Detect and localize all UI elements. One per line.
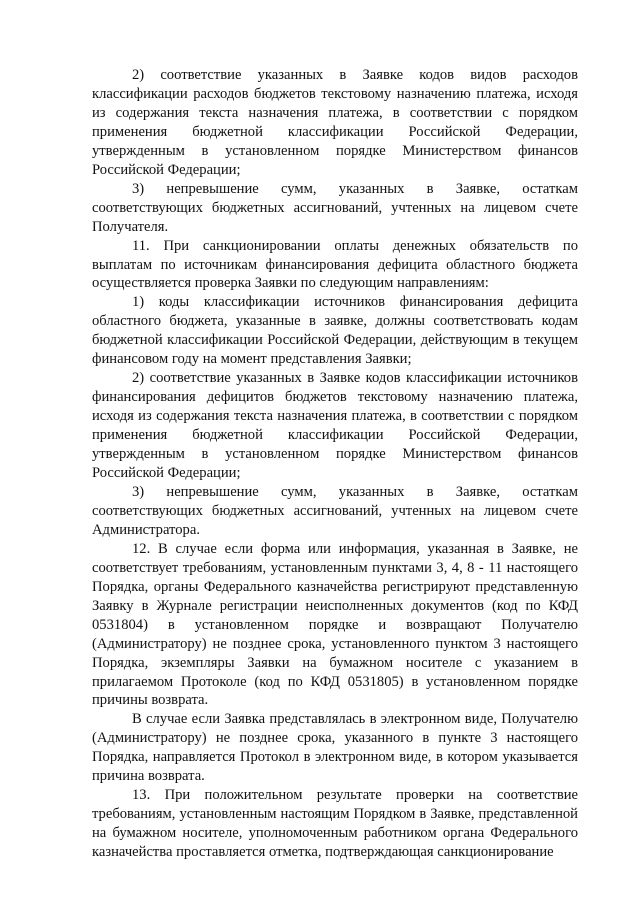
document-page xyxy=(92,66,578,862)
paragraph-item-2-source-codes-purpose: 2) соответствие указанных в Заявке кодов классификации источников финансирования дефицитов бюджетов текстовому назначению платежа, исходя из содержания текста назначения платежа, в соответствии с порядком применения бюджетной классификации Российской Федерации, утвержденным в установленном порядке Министерством финансов Российской Федерации; xyxy=(92,370,578,482)
paragraph-item-1-source-codes: 1) коды классификации источников финансирования дефицита областного бюджета, указанные в заявке, должны соответствовать кодам бюджетной классификации Российской Федерации, действующим в текущем финансовом году на момент представления Заявки; xyxy=(92,294,578,368)
paragraph-clause-11: 11. При санкционировании оплаты денежных обязательств по выплатам по источникам финансирования дефицита областного бюджета осуществляется проверка Заявки по следующим направлениям: xyxy=(92,237,578,292)
paragraph-item-3-recipient-balance: 3) непревышение сумм, указанных в Заявке, остаткам соответствующих бюджетных ассигнований, учтенных на лицевом счете Получателя. xyxy=(92,180,578,235)
paragraph-clause-13: 13. При положительном результате проверки на соответствие требованиям, установленным настоящим Порядком в Заявке, представленной на бумажном носителе, уполномоченным работником органа Федерального казначейства проставляется отметка, подтверждающая санкционирование xyxy=(92,787,578,861)
paragraph-clause-12: 12. В случае если форма или информация, указанная в Заявке, не соответствует требованиям, установленным пунктами 3, 4, 8 - 11 настоящего Порядка, органы Федерального казначейства регистрируют представленную Заявку в Журнале регистрации неисполненных документов (код по КФД 0531804) в установленном порядке и возвращают Получателю (Администратору) не позднее срока, установленного пунктом 3 настоящего Порядка, экземпляры Заявки на бумажном носителе с указанием в прилагаемом Протоколе (код по КФД 0531805) в установленном порядке причины возврата. xyxy=(92,540,578,709)
paragraph-electronic-return: В случае если Заявка представлялась в электронном виде, Получателю (Администратору) не позднее срока, указанного в пункте 3 настоящего Порядка, направляется Протокол в электронном виде, в котором указывается причина возврата. xyxy=(92,711,578,785)
paragraph-item-2-expense-codes: 2) соответствие указанных в Заявке кодов видов расходов классификации расходов бюджетов текстовому назначению платежа, исходя из содержания текста назначения платежа, в соответствии с порядком применения бюджетной классификации Российской Федерации, утвержденным в установленном порядке Министерством финансов Российской Федерации; xyxy=(92,67,578,178)
paragraph-item-3-administrator-balance: 3) непревышение сумм, указанных в Заявке, остаткам соответствующих бюджетных ассигнований, учтенных на лицевом счете Администратора. xyxy=(92,483,578,538)
